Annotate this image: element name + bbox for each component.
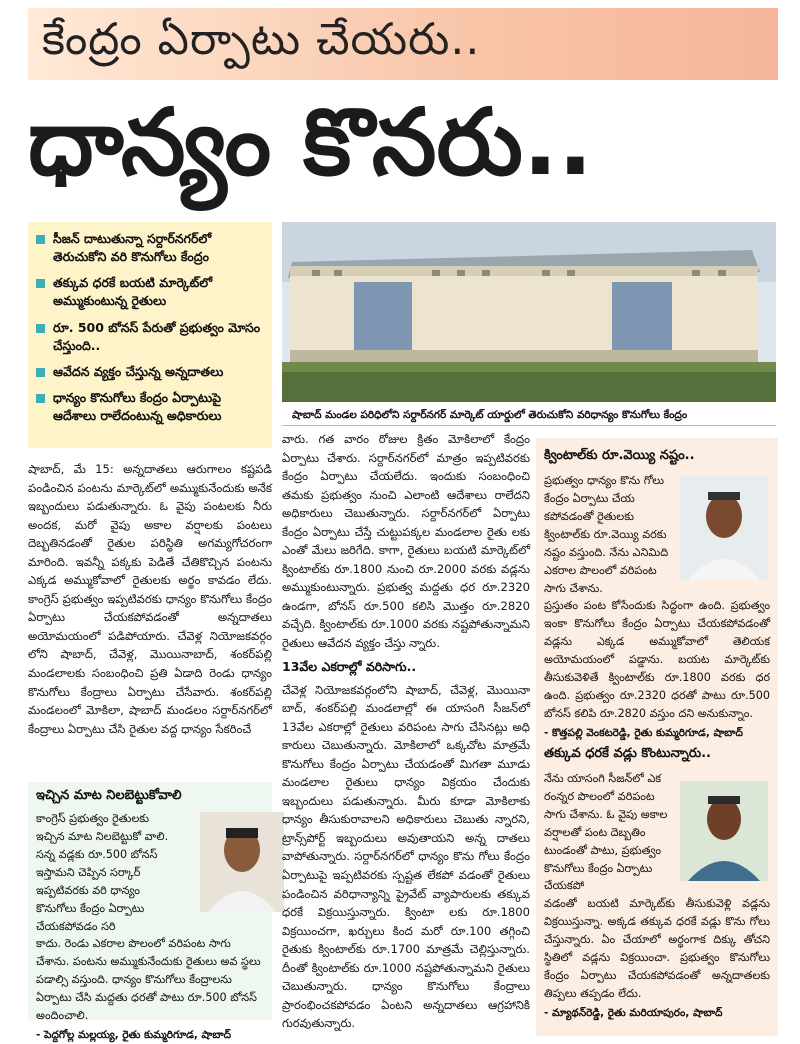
farmer-portrait [680,476,768,580]
farmer-portrait [680,781,768,881]
quote-heading: ఇచ్చిన మాట నిలబెట్టుకోవాలి [36,788,182,803]
article-intro: షాబాద్, మే 15: అన్నదాతలు ఆరుగాలం కష్టపడి పండించిన పంటను మార్కెట్‌లో అమ్ముకునేందుకు అనేక ఇబ్బందులు పడుతున్నారు. ఓ వైపు పంటలకు నీరు అందక, మరో వైపు అకాల వర్షాలకు పంటలు దెబ్బతినడంతో రైతుల పరిస్థితి అగమ్యగోచరంగా మారింది. ఇవన్నీ పక్కకు పెడితే చేతికొచ్చిన పంటను ఎక్కడ అమ్ముకోవాలో రైతులకు అర్థం కావడం లేదు. కాంగ్రెస్ ప్రభుత్వం ఇప్పటివరకు ధాన్యం కొనుగోలు కేంద్రం ఏర్పాటు చేయకపోవడంతో అన్నదాతలు అయోమయంలో పడిపోయారు. చేవెళ్ల నియోజకవర్గం లోని షాబాద్, చేవెళ్ల, మొయినాబాద్, శంకర్‌పల్లి మండలాలకు సంబంధించి ప్రతి ఏడాది రెండు ధాన్యం కొనుగోలు కేంద్రాలు ఏర్పాటు చేసేవారు. శంకర్‌పల్లి మండలంలో మోకిలా, షాబాద్ మండలం సర్దార్‌నగర్‌లో కేంద్రాలు ఏర్పాటు చేసి రైతుల వద్ద ధాన్యం సేకరించే [28,462,272,736]
quote-text: కాంగ్రెస్ ప్రభుత్వం రైతులకు ఇచ్చిన మాట నిలబెట్టుకో వాలి. సన్న వడ్లకు రూ.500 బోనస్ ఇస్తామని చెప్పిన సర్కార్ ఇప్పటివరకు వరి ధాన్యం కొనుగోలు కేంద్రం ఏర్పాటు చేయకపోవడం సరి [36,812,169,933]
quote-text-continued: ప్రస్తుతం పంట కోసేందుకు సిద్ధంగా ఉంది. ప్రభుత్వం ఇంకా కొనుగోలు కేంద్రం ఏర్పాటు చేయకపోవడంతో వడ్లను ఎక్కడ అమ్ముకోవాలో తెలియక అయోమయంలో పడ్డాను. బయట మార్కెట్‌కు తీసుకువెళితే క్వింటాల్‌కు రూ.1800 వరకు ధర ఉంది. ప్రభుత్వం రూ.2320 ధరతో పాటు రూ.500 బోనస్ కలిపి రూ.2820 వస్తుం దని అనుకున్నాం. [544,599,770,720]
article-subheading: 13వేల ఎకరాల్లో వరిసాగు.. [282,658,417,674]
farmer-quote-box-1 [28,782,272,1042]
highlight-item: తక్కువ ధరకే బయటి మార్కెట్‌లో అమ్ముకుంటున్న రైతులు [36,274,264,310]
square-bullet-icon [36,394,45,403]
quote-text: నేను యాసంగి సీజన్‌లో ఎక రంన్నర పొలంలో వరిపంట సాగు చేశాను. ఓ వైపు అకాల వర్షాలతో పంట దెబ్బతిం టుండంతో పాటు, ప్రభుత్వం కొనుగోలు కేంద్రం ఏర్పాటు చేయకపో [544,771,668,893]
quote-signature: - కొత్తపల్లి వెంకటరెడ్డి, రైతు కుమ్మరిగూడ, షాబాద్ [544,726,743,739]
square-bullet-icon [36,368,45,377]
quote-text: ప్రభుత్వం ధాన్యం కొను గోలు కేంద్రం ఏర్పాటు చేయ కపోవడంతో రైతులకు క్వింటాల్‌కు రూ.వెయ్యి వరకు నష్టం వస్తుంది. నేను ఎనిమిది ఎకరాల పొలంలో వరిపంట సాగు చేశాను. [544,474,669,595]
article-paragraph: చేవెళ్ల నియోజకవర్గంలోని షాబాద్, చేవెళ్ల, మొయినా బాద్, శంకర్‌పల్లి మండలాల్లో ఈ యాసంగి సీజన్‌లో 13వేల ఎకరాల్లో రైతులు వరిపంట సాగు చేసినట్లు అధి కారులు చెబుతున్నారు. మోకిలాలో ఒక్కచోట మాత్రమే కొనుగోలు కేంద్రం ఏర్పాటు చేయడంతో మిగతా మూడు మండలాల రైతులు ధాన్యం విక్రయం చేందుకు ఇబ్బందులు పడుతున్నారు. మీరు కూడా మోకిలాకు ధాన్యం తీసుకురావాలని అధికారులు చెబుతు న్నారని, ట్రాన్స్‌పోర్ట్ ఇబ్బందులు అవుతాయని అన్న దాతలు వాపోతున్నారు. సర్దార్‌నగర్‌లో ధాన్యం కొను గోలు కేంద్రం ఏర్పాటుపై ఇప్పటివరకు స్పష్టత లేకపో వడంతో రైతులు పండించిన వరిధాన్యాన్ని ప్రైవేట్ వ్యాపారులకు తక్కువ ధరకే విక్రయిస్తున్నారు. క్వింటా లకు రూ.1800 విక్రయించగా, ఖర్చులు కింద మరో రూ.100 తగ్గించి రైతుకు క్వింటాల్‌కు రూ.1700 మాత్రమే చెల్లిస్తున్నారు. దీంతో క్వింటాల్‌కు రూ.1000 నష్టపోతున్నామని రైతులు చెబుతున్నారు. ధాన్యం కొనుగోలు కేంద్రాలు ప్రారంభించకపోవడం ఏంటని అన్నదాతలు ఆగ్రహానికి గురవుతున్నారు. [282,682,530,1031]
photo-caption: షాబాద్ మండల పరిధిలోని సర్దార్‌నగర్ మార్కెట్ యార్డులో తెరుచుకోని వరిధాన్యం కొనుగోలు కేంద్రం [282,404,776,426]
highlight-item: ధాన్యం కొనుగోలు కేంద్రం ఏర్పాటుపై ఆదేశాలు రాలేదంటున్న అధికారులు [36,389,264,425]
quote-heading: తక్కువ ధరకే వడ్లు కొంటున్నారు.. [544,745,712,761]
article-column-2 [282,430,530,1030]
farmer-portrait [200,812,284,912]
highlight-item: ఆవేదన వ్యక్తం చేస్తున్న అన్నదాతలు [36,363,264,381]
headline-line-1: కేంద్రం ఏర్పాటు చేయరు.. [42,14,481,65]
article-paragraph: వారు. గత వారం రోజుల క్రితం మోకిలాలో కేంద్రం ఏర్పాటు చేశారు. సర్దార్‌నగర్‌లో మాత్రం ఇప్పటివరకు కేంద్రం ఏర్పాటు చేయలేదు. ఇందుకు సంబంధించి తమకు ప్రభుత్వం నుంచి ఎలాంటి ఆదేశాలు రాలేదని అధికారులు చెబుతున్నారు. సర్దార్‌నగర్‌లో ఏర్పాటు కేంద్రం ఏర్పాటు చేస్తే చుట్టుపక్కల మండలాల రైతు లకు ఎంతో మేలు జరిగేది. కాగా, రైతులు బయటి మార్కెట్‌లో క్వింటాల్‌కు రూ.1800 నుంచి రూ.2000 వరకు వడ్లను అమ్ముకుంటున్నారు. ప్రభుత్వ మద్దతు ధర రూ.2320 ఉండగా, బోనస్ రూ.500 కలిసి మొత్తం రూ.2820 వచ్చేది. క్వింటాల్‌కు రూ.1000 వరకు నష్టపోతున్నామని రైతులు ఆవేదన వ్యక్తం చేస్తు న్నారు. [282,432,530,651]
highlight-item: సీజన్ దాటుతున్నా సర్దార్‌నగర్‌లో తెరుచుకోని వరి కొనుగోలు కేంద్రం [36,230,264,266]
highlight-item: రూ. 500 బోనస్ పేరుతో ప్రభుత్వం మోసం చేస్తుంది.. [36,319,264,355]
square-bullet-icon [36,279,45,288]
headline-band [28,8,778,80]
quote-text-continued: వడంతో బయటి మార్కెట్‌కు తీసుకువెళ్లి వడ్లను విక్రయిస్తున్నా. అక్కడ తక్కువ ధరకే వడ్లు కొను గోలు చేస్తున్నారు. ఏం చేయాలో అర్థంగాక దిక్కు తోచని స్థితిలో వడ్లను విక్రయించా. ప్రభుత్వం కొనుగోలు కేంద్రం ఏర్పాటు చేయకపోవడంతో అన్నదాతలకు తిప్పలు తప్పడం లేదు. [544,897,770,1000]
highlights-box [28,222,272,448]
article-column-1 [28,460,272,770]
square-bullet-icon [36,324,45,333]
headline-line-2: ధాన్యం కొనరు.. [28,89,593,196]
market-yard-photo [282,222,776,402]
farmer-quote-box-2 [536,438,778,1036]
quote-signature: - పెద్దగోల్ల మల్లయ్య, రైతు కుమ్మరిగూడ, షాబాద్ [36,1029,232,1042]
square-bullet-icon [36,235,45,244]
quote-text-continued: కాదు. రెండు ఎకరాల పొలంలో వరిపంట సాగు చేశాను. పంటను అమ్ముకునేందుకు రైతులు అవ స్థలు పడాల్సి వస్తుంది. ధాన్యం కొనుగోలు కేంద్రాలను ఏర్పాటు చేసి మద్దతు ధరతో పాటు రూ.500 బోనస్ అందించాలి. [36,937,261,1023]
quote-heading: క్వింటాల్‌కు రూ.వెయ్యి నష్టం.. [544,448,695,463]
quote-signature: - మ్యాథన్‌రెడ్డి, రైతు మరియాపురం, షాబాద్ [544,1006,723,1019]
